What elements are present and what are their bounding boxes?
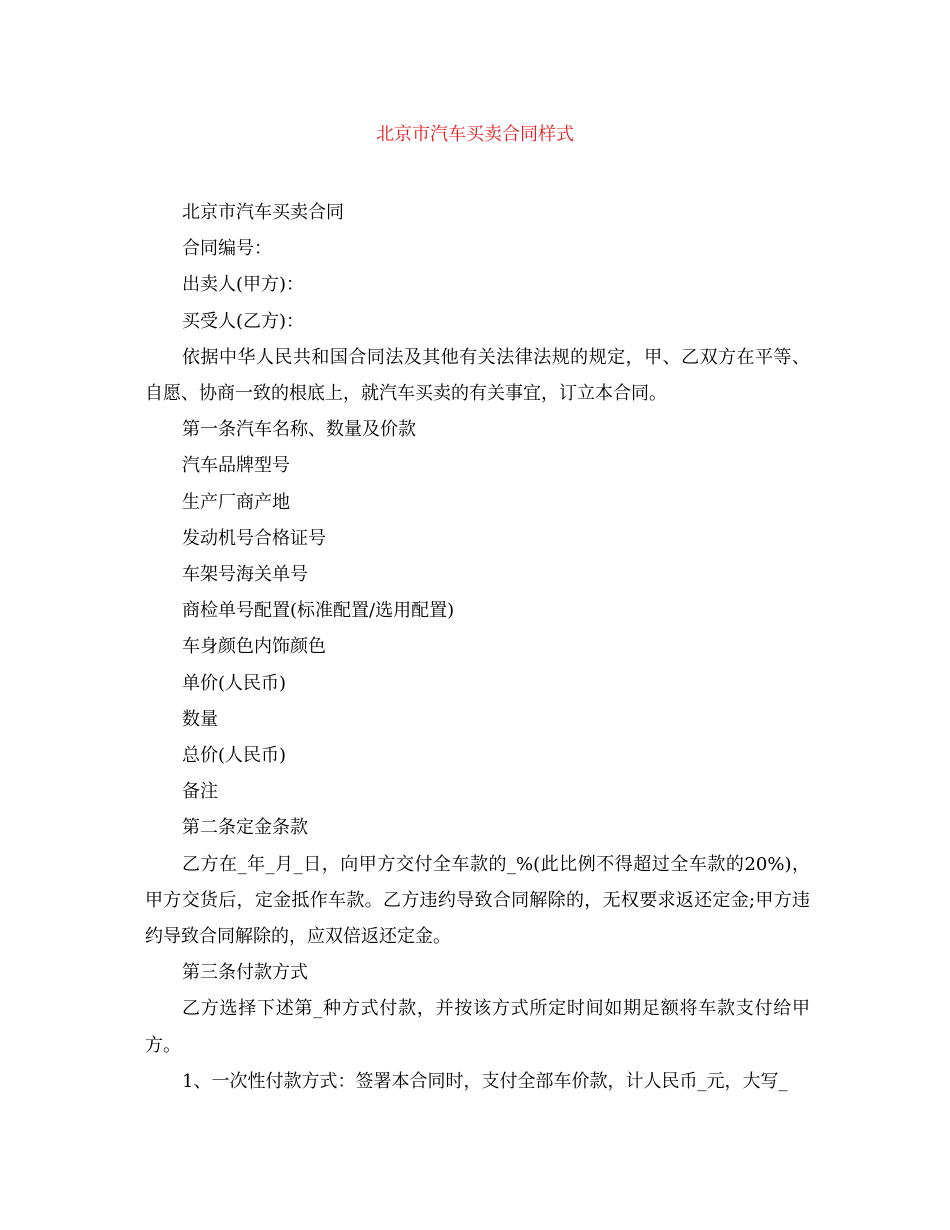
field-body-interior-color: 车身颜色内饰颜色 — [182, 636, 326, 658]
field-engine-certificate: 发动机号合格证号 — [182, 527, 326, 549]
one-time-payment-paragraph: 1、一次性付款方式：签署本合同时，支付全部车价款，计人民币_元，大写_ — [182, 1070, 788, 1092]
deposit-paragraph: 乙方在_年_月_日，向甲方交付全车款的_%(此比例不得超过全车款的20%)，甲方交货后，定金抵作车款。乙方违约导致合同解除的，无权要求返还定金;甲方违约导致合同解除的，应双倍返还定金。 — [145, 853, 810, 948]
payment-method-paragraph: 乙方选择下述第_种方式付款，并按该方式所定时间如期足额将车款支付给甲方。 — [145, 998, 810, 1056]
field-quantity: 数量 — [182, 708, 218, 730]
buyer-line: 买受人(乙方)： — [182, 310, 305, 332]
article-2-heading: 第二条定金条款 — [182, 817, 308, 839]
field-brand-model: 汽车品牌型号 — [182, 455, 290, 477]
field-inspection-config: 商检单号配置(标准配置/选用配置) — [182, 600, 455, 622]
field-manufacturer-origin: 生产厂商产地 — [182, 491, 290, 513]
document-body — [145, 195, 810, 1100]
field-unit-price: 单价(人民币) — [182, 672, 287, 694]
field-remarks: 备注 — [182, 781, 218, 803]
seller-line: 出卖人(甲方)： — [182, 274, 305, 296]
article-1-heading: 第一条汽车名称、数量及价款 — [182, 419, 416, 441]
field-frame-customs: 车架号海关单号 — [182, 564, 308, 586]
document-title: 北京市汽车买卖合同样式 — [376, 124, 574, 145]
contract-number-line: 合同编号： — [182, 238, 272, 260]
article-3-heading: 第三条付款方式 — [182, 962, 308, 984]
field-total-price: 总价(人民币) — [182, 745, 287, 767]
preamble-paragraph: 依据中华人民共和国合同法及其他有关法律法规的规定，甲、乙双方在平等、自愿、协商一致的根底上，就汽车买卖的有关事宜，订立本合同。 — [145, 346, 810, 405]
contract-heading: 北京市汽车买卖合同 — [182, 202, 344, 223]
